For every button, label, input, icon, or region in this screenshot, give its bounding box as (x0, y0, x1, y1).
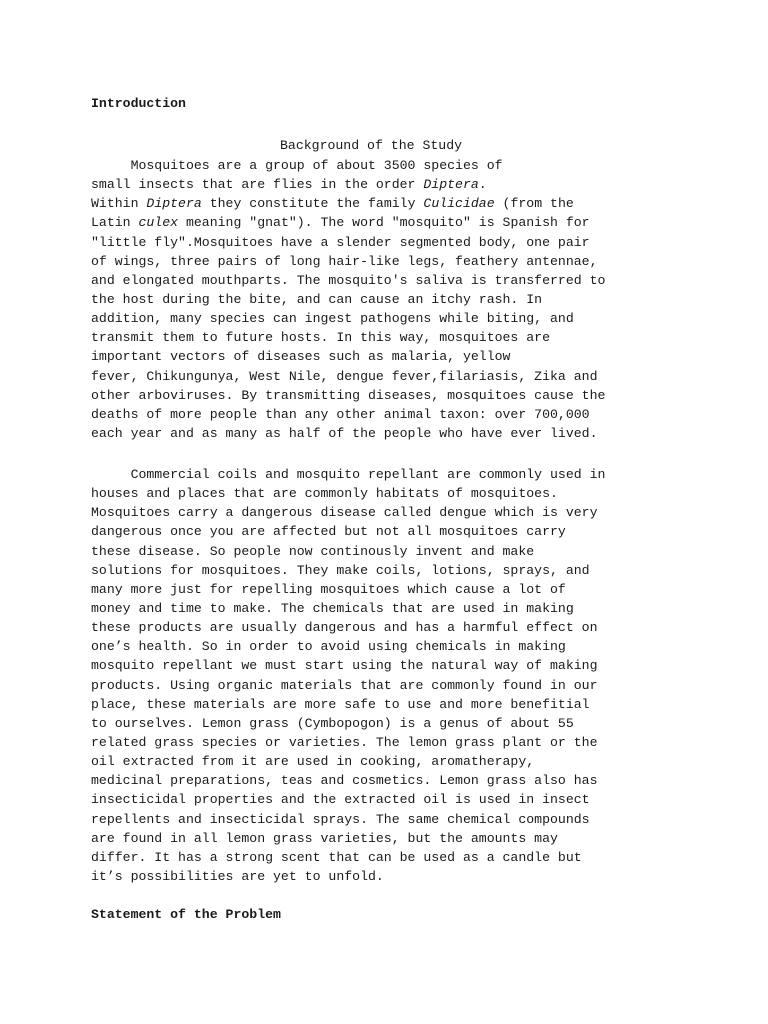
text-line (91, 271, 605, 290)
text-run: transmit them to future hosts. In this way, mosquitoes are (91, 330, 550, 346)
text-run: one’s health. So in order to avoid using chemicals in making (91, 639, 566, 655)
text-run: fever, Chikungunya, West Nile, dengue fever,filariasis, Zika and (91, 368, 598, 384)
text-line (91, 484, 605, 503)
text-line (91, 695, 605, 714)
text-line (91, 733, 605, 752)
text-run: of wings, three pairs of long hair-like legs, feathery antennae, (91, 253, 598, 269)
text-line (91, 771, 605, 790)
text-line (91, 233, 605, 252)
paragraph-lemon-grass (91, 465, 605, 886)
text-line (91, 580, 605, 599)
italic-term: Diptera (146, 196, 202, 212)
text-line (91, 465, 605, 484)
text-line (91, 522, 605, 541)
text-line (91, 347, 605, 366)
text-run: meaning "gnat"). The word "mosquito" is Spanish for (178, 215, 590, 231)
text-line (91, 175, 605, 194)
text-line (91, 752, 605, 771)
text-line (91, 405, 605, 424)
text-line (91, 676, 605, 695)
text-run: solutions for mosquitoes. They make coils, lotions, sprays, and (91, 562, 590, 578)
italic-term: Culicidae (423, 196, 495, 212)
text-run: are found in all lemon grass varieties, but the amounts may (91, 830, 558, 846)
text-run: oil extracted from it are used in cooking, aromatherapy, (91, 754, 535, 770)
text-line (91, 386, 605, 405)
text-line (91, 618, 605, 637)
text-line (91, 810, 605, 829)
text-line (91, 867, 605, 886)
text-run: deaths of more people than any other animal taxon: over 700,000 (91, 406, 590, 422)
text-run: other arboviruses. By transmitting diseases, mosquitoes cause the (91, 387, 606, 403)
text-run: and elongated mouthparts. The mosquito's saliva is transferred to (91, 272, 606, 288)
text-run: differ. It has a strong scent that can be used as a candle but (91, 849, 582, 865)
text-run: these products are usually dangerous and has a harmful effect on (91, 620, 598, 636)
text-line (91, 503, 605, 522)
text-run: related grass species or varieties. The lemon grass plant or the (91, 734, 598, 750)
text-run: money and time to make. The chemicals that are used in making (91, 600, 574, 616)
text-line (91, 848, 605, 867)
text-line (91, 656, 605, 675)
text-run: they constitute the family (201, 196, 424, 212)
text-line (91, 561, 605, 580)
text-run: many more just for repelling mosquitoes which cause a lot of (91, 581, 566, 597)
text-line (91, 790, 605, 809)
text-line (91, 156, 605, 175)
text-run: place, these materials are more safe to use and more benefitial (91, 696, 590, 712)
italic-term: Diptera (423, 177, 479, 193)
statement-heading: Statement of the Problem (91, 907, 281, 922)
background-title: Background of the Study (280, 138, 463, 153)
text-run: these disease. So people now continously invent and make (91, 543, 535, 559)
text-line (91, 309, 605, 328)
text-run: . (478, 177, 487, 193)
text-line (91, 714, 605, 733)
text-run: Latin (91, 215, 139, 231)
text-run: medicinal preparations, teas and cosmetics. Lemon grass also has (91, 773, 598, 789)
text-line (91, 213, 605, 232)
text-run: "little fly".Mosquitoes have a slender segmented body, one pair (91, 234, 590, 250)
text-run: to ourselves. Lemon grass (Cymbopogon) is a genus of about 55 (91, 715, 574, 731)
text-run: repellents and insecticidal sprays. The same chemical compounds (91, 811, 590, 827)
text-line (91, 829, 605, 848)
text-line (91, 424, 605, 443)
text-run: addition, many species can ingest pathogens while biting, and (91, 311, 574, 327)
text-line (91, 542, 605, 561)
text-run: Within (91, 196, 147, 212)
paragraph-background (91, 156, 605, 443)
text-run: small insects that are flies in the order (91, 177, 424, 193)
text-run: Mosquitoes carry a dangerous disease called dengue which is very (91, 505, 598, 521)
text-line (91, 367, 605, 386)
text-run: the host during the bite, and can cause an itchy rash. In (91, 291, 543, 307)
text-run: insecticidal properties and the extracted oil is used in insect (91, 792, 590, 808)
introduction-heading: Introduction (91, 96, 186, 111)
text-line (91, 637, 605, 656)
text-run: Commercial coils and mosquito repellant are commonly used in (91, 467, 606, 482)
text-line (91, 599, 605, 618)
text-run: Mosquitoes are a group of about 3500 species of (91, 158, 503, 173)
text-line (91, 252, 605, 271)
text-run: important vectors of diseases such as malaria, yellow (91, 349, 511, 365)
text-line (91, 328, 605, 347)
text-run: each year and as many as half of the people who have ever lived. (91, 425, 598, 441)
text-run: houses and places that are commonly habitats of mosquitoes. (91, 486, 558, 502)
italic-term: culex (138, 215, 179, 231)
text-line (91, 290, 605, 309)
text-run: (from the (494, 196, 574, 212)
text-run: dangerous once you are affected but not all mosquitoes carry (91, 524, 566, 540)
text-run: products. Using organic materials that are commonly found in our (91, 677, 598, 693)
text-run: it’s possibilities are yet to unfold. (91, 868, 384, 884)
text-run: mosquito repellant we must start using the natural way of making (91, 658, 598, 674)
text-line (91, 194, 605, 213)
